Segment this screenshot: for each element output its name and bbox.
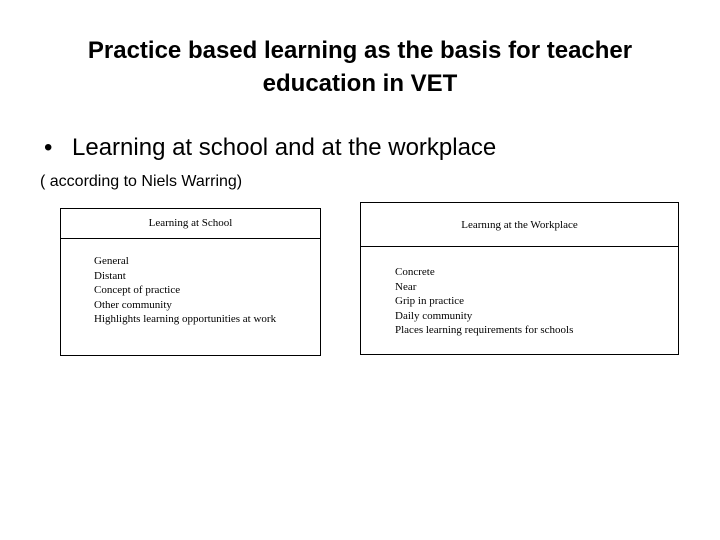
slide-title-line-1: Practice based learning as the basis for teacher (87, 37, 633, 64)
bullet-icon: • (44, 134, 53, 161)
list-item: Near (395, 280, 417, 293)
list-item: Concept of practice (94, 284, 181, 296)
list-item: Highlights learning opportunities at work (94, 313, 277, 325)
slide-title-line-2: education in VET (262, 70, 458, 97)
learning-at-school-heading: Learning at School (61, 209, 320, 239)
learning-at-workplace-heading: Learnıng at the Workplace (361, 203, 678, 247)
bullet-point (44, 133, 496, 163)
list-item: Other community (94, 298, 172, 311)
list-item: Daily community (395, 309, 473, 322)
slide-title (20, 34, 700, 100)
learning-at-workplace-box (360, 202, 679, 355)
bullet-text: Learning at school and at the workplace (72, 134, 497, 161)
list-item: General (94, 255, 129, 267)
source-note: ( according to Niels Warring) (40, 173, 243, 190)
learning-at-school-list (94, 254, 276, 327)
learning-at-school-box (60, 208, 321, 356)
list-item: Concrete (395, 266, 435, 278)
learning-at-workplace-list (395, 265, 573, 338)
list-item: Grip in practice (395, 295, 465, 307)
list-item: Places learning requirements for schools (395, 324, 574, 336)
list-item: Distant (94, 269, 126, 282)
